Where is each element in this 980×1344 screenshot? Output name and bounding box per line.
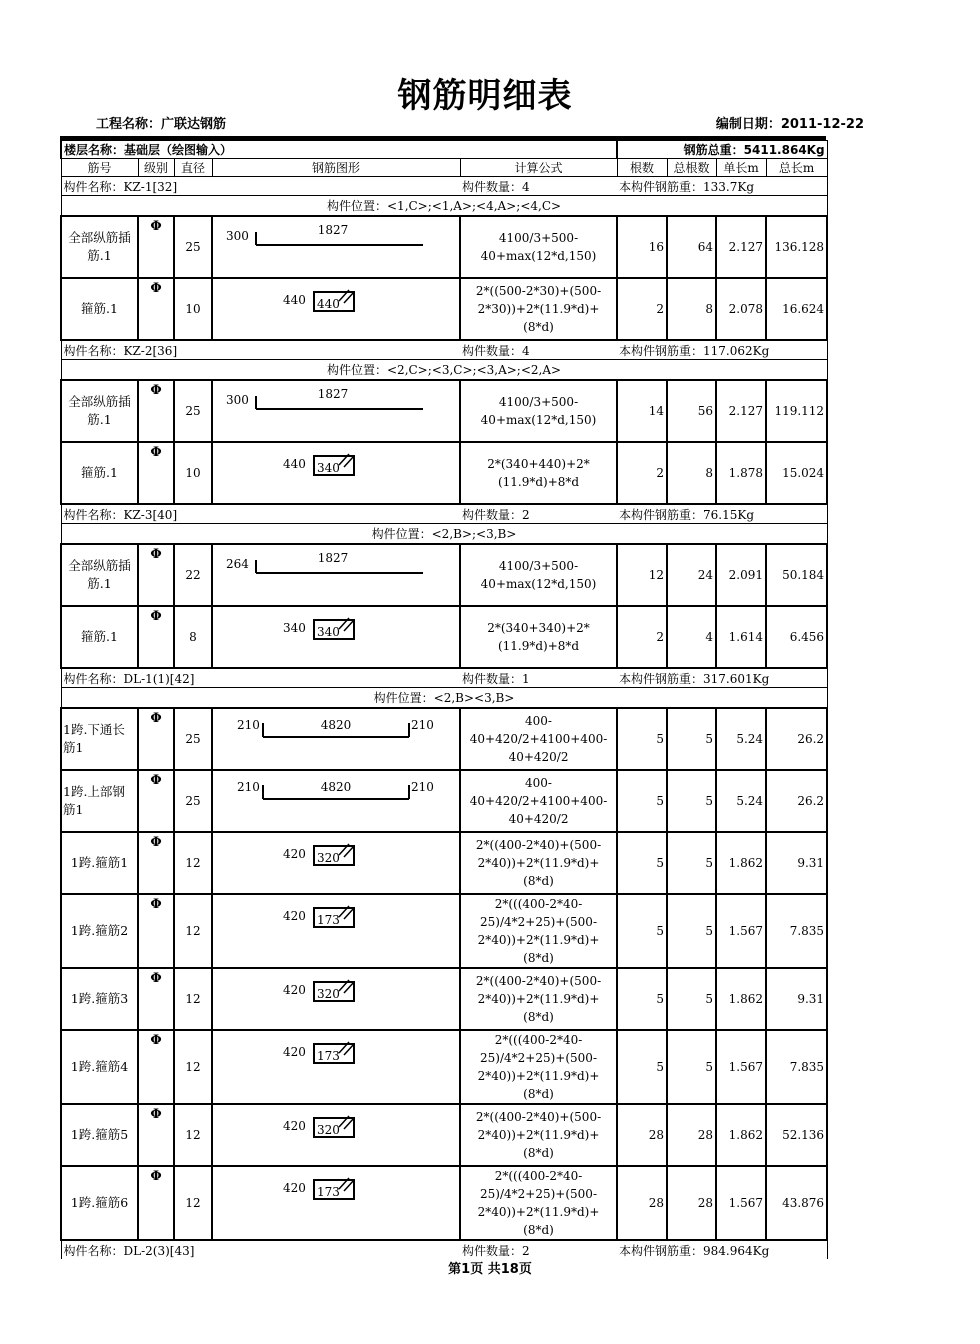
member-count: 构件数量：4 xyxy=(460,340,617,360)
rebar-name: 箍筋.1 xyxy=(61,278,138,340)
member-weight: 本构件钢筋重：317.601Kg xyxy=(617,668,827,688)
rebar-diameter: 10 xyxy=(174,278,212,340)
rebar-shape-cell xyxy=(212,442,460,504)
rebar-total-length: 15.024 xyxy=(766,442,827,504)
column-header: 单长m xyxy=(716,159,766,177)
rebar-total-count: 8 xyxy=(667,278,716,340)
rebar-diameter: 25 xyxy=(174,380,212,442)
rebar-count: 5 xyxy=(617,832,667,894)
main-length-label: 4820 xyxy=(320,718,352,732)
stirrup-height-label: 440 xyxy=(283,457,306,471)
rebar-shape-figure xyxy=(213,1105,461,1163)
rebar-count: 28 xyxy=(617,1104,667,1166)
main-length-label: 1827 xyxy=(317,551,349,565)
rebar-shape-cell xyxy=(212,708,460,770)
rebar-count: 5 xyxy=(617,770,667,832)
rebar-shape-cell xyxy=(212,1166,460,1240)
member-position: 构件位置：<2,C>;<3,C>;<3,A>;<2,A> xyxy=(61,360,827,381)
rebar-table xyxy=(60,140,828,1259)
column-header: 级别 xyxy=(138,159,174,177)
rebar-count: 5 xyxy=(617,894,667,968)
member-name: 构件名称：DL-1(1)[42] xyxy=(61,668,460,688)
rebar-row xyxy=(61,606,827,668)
stirrup-height-label: 420 xyxy=(283,983,306,997)
column-header: 总长m xyxy=(766,159,827,177)
member-header-row xyxy=(61,668,827,688)
rebar-total-length: 26.2 xyxy=(766,708,827,770)
rebar-shape-figure xyxy=(213,895,461,953)
rebar-total-length: 16.624 xyxy=(766,278,827,340)
rebar-total-count: 5 xyxy=(667,770,716,832)
rebar-unit-length: 1.862 xyxy=(716,832,766,894)
rebar-formula: 400-40+420/2+4100+400-40+420/2 xyxy=(460,770,617,832)
rebar-shape-figure xyxy=(213,217,461,275)
rebar-row xyxy=(61,442,827,504)
rebar-shape-cell xyxy=(212,770,460,832)
rebar-row xyxy=(61,770,827,832)
stirrup-height-label: 420 xyxy=(283,1119,306,1133)
main-length-label: 4820 xyxy=(320,780,352,794)
left-bend-label: 210 xyxy=(237,718,260,732)
rebar-grade-icon: Φ xyxy=(138,216,174,278)
stirrup-width-label: 440 xyxy=(317,297,340,311)
rebar-total-length: 43.876 xyxy=(766,1166,827,1240)
rebar-formula: 400-40+420/2+4100+400-40+420/2 xyxy=(460,708,617,770)
rebar-unit-length: 1.614 xyxy=(716,606,766,668)
column-header-row xyxy=(61,159,827,177)
total-weight: 钢筋总重：5411.864Kg xyxy=(617,141,827,159)
rebar-diameter: 25 xyxy=(174,708,212,770)
rebar-count: 14 xyxy=(617,380,667,442)
compile-date: 编制日期：2011-12-22 xyxy=(715,117,864,132)
rebar-total-count: 5 xyxy=(667,708,716,770)
bend-length-label: 300 xyxy=(226,229,249,243)
right-bend-label: 210 xyxy=(411,780,434,794)
rebar-total-length: 9.31 xyxy=(766,832,827,894)
rebar-shape-figure xyxy=(213,1167,461,1225)
rebar-row xyxy=(61,380,827,442)
rebar-name: 全部纵筋插筋.1 xyxy=(61,216,138,278)
page-title: 钢筋明细表 xyxy=(397,76,573,116)
rebar-name: 箍筋.1 xyxy=(61,606,138,668)
rebar-shape-figure xyxy=(213,833,461,891)
rebar-row xyxy=(61,832,827,894)
member-header-row xyxy=(61,504,827,524)
rebar-grade-icon: Φ xyxy=(138,442,174,504)
rebar-count: 12 xyxy=(617,544,667,606)
rebar-formula: 4100/3+500-40+max(12*d,150) xyxy=(460,544,617,606)
member-name: 构件名称：KZ-2[36] xyxy=(61,340,460,360)
member-weight: 本构件钢筋重：984.964Kg xyxy=(617,1240,827,1259)
rebar-total-count: 5 xyxy=(667,968,716,1030)
rebar-diameter: 8 xyxy=(174,606,212,668)
rebar-shape-cell xyxy=(212,832,460,894)
rebar-diameter: 25 xyxy=(174,216,212,278)
rebar-shape-cell xyxy=(212,968,460,1030)
rebar-row xyxy=(61,708,827,770)
rebar-diameter: 12 xyxy=(174,1030,212,1104)
rebar-grade-icon: Φ xyxy=(138,968,174,1030)
rebar-grade-icon: Φ xyxy=(138,1166,174,1240)
member-position-row xyxy=(61,524,827,545)
rebar-formula: 2*(((400-2*40-25)/4*2+25)+(500-2*40))+2*(11.9*d)+(8*d) xyxy=(460,1166,617,1240)
rebar-formula: 2*((400-2*40)+(500-2*40))+2*(11.9*d)+(8*d) xyxy=(460,968,617,1030)
rebar-total-length: 50.184 xyxy=(766,544,827,606)
rebar-row xyxy=(61,968,827,1030)
member-weight: 本构件钢筋重：133.7Kg xyxy=(617,177,827,196)
rebar-diameter: 12 xyxy=(174,1166,212,1240)
stirrup-width-label: 173 xyxy=(317,1185,340,1199)
rebar-shape-figure xyxy=(213,709,461,767)
rebar-diameter: 25 xyxy=(174,770,212,832)
stirrup-width-label: 173 xyxy=(317,913,340,927)
rebar-row xyxy=(61,894,827,968)
floor-name: 楼层名称：基础层（绘图输入） xyxy=(61,141,617,159)
member-position-row xyxy=(61,196,827,217)
rebar-name: 1跨.箍筋1 xyxy=(61,832,138,894)
rebar-row xyxy=(61,1030,827,1104)
rebar-shape-figure xyxy=(213,1031,461,1089)
rebar-unit-length: 1.862 xyxy=(716,1104,766,1166)
rebar-count: 2 xyxy=(617,606,667,668)
rebar-name: 1跨.上部钢筋1 xyxy=(61,770,138,832)
bend-length-label: 300 xyxy=(226,393,249,407)
stirrup-width-label: 320 xyxy=(317,851,340,865)
member-count: 构件数量：1 xyxy=(460,668,617,688)
rebar-total-length: 26.2 xyxy=(766,770,827,832)
member-header-row xyxy=(61,1240,827,1259)
rebar-name: 1跨.箍筋3 xyxy=(61,968,138,1030)
rebar-formula: 2*((500-2*30)+(500-2*30))+2*(11.9*d)+(8*d) xyxy=(460,278,617,340)
column-header: 筋号 xyxy=(61,159,138,177)
column-header: 根数 xyxy=(617,159,667,177)
rebar-count: 16 xyxy=(617,216,667,278)
member-header-row xyxy=(61,340,827,360)
right-bend-label: 210 xyxy=(411,718,434,732)
rebar-name: 1跨.箍筋4 xyxy=(61,1030,138,1104)
rebar-total-count: 5 xyxy=(667,894,716,968)
rebar-grade-icon: Φ xyxy=(138,832,174,894)
rebar-name: 1跨.箍筋6 xyxy=(61,1166,138,1240)
rebar-formula: 2*((400-2*40)+(500-2*40))+2*(11.9*d)+(8*d) xyxy=(460,832,617,894)
stirrup-height-label: 440 xyxy=(283,293,306,307)
member-name: 构件名称：KZ-3[40] xyxy=(61,504,460,524)
member-position: 构件位置：<2,B>;<3,B> xyxy=(61,524,827,545)
rebar-count: 2 xyxy=(617,278,667,340)
rebar-shape-cell xyxy=(212,544,460,606)
rebar-row xyxy=(61,544,827,606)
rebar-grade-icon: Φ xyxy=(138,278,174,340)
rebar-shape-figure xyxy=(213,381,461,439)
rebar-total-length: 6.456 xyxy=(766,606,827,668)
member-position: 构件位置：<2,B><3,B> xyxy=(61,688,827,709)
rebar-shape-figure xyxy=(213,771,461,829)
rebar-name: 全部纵筋插筋.1 xyxy=(61,380,138,442)
rebar-total-count: 24 xyxy=(667,544,716,606)
rebar-total-length: 9.31 xyxy=(766,968,827,1030)
stirrup-width-label: 340 xyxy=(317,461,340,475)
member-weight: 本构件钢筋重：117.062Kg xyxy=(617,340,827,360)
member-name: 构件名称：KZ-1[32] xyxy=(61,177,460,196)
rebar-total-count: 5 xyxy=(667,832,716,894)
rebar-grade-icon: Φ xyxy=(138,1104,174,1166)
project-name: 工程名称：广联达钢筋 xyxy=(96,117,227,132)
rebar-count: 28 xyxy=(617,1166,667,1240)
rebar-shape-figure xyxy=(213,607,461,665)
rebar-count: 5 xyxy=(617,1030,667,1104)
rebar-diameter: 12 xyxy=(174,1104,212,1166)
rebar-shape-cell xyxy=(212,380,460,442)
member-name: 构件名称：DL-2(3)[43] xyxy=(61,1240,460,1259)
rebar-total-count: 28 xyxy=(667,1166,716,1240)
rebar-table-container xyxy=(60,136,826,1258)
rebar-total-length: 7.835 xyxy=(766,1030,827,1104)
rebar-diameter: 12 xyxy=(174,894,212,968)
rebar-grade-icon: Φ xyxy=(138,770,174,832)
rebar-name: 1跨.箍筋5 xyxy=(61,1104,138,1166)
rebar-shape-cell xyxy=(212,1030,460,1104)
rebar-formula: 2*((400-2*40)+(500-2*40))+2*(11.9*d)+(8*d) xyxy=(460,1104,617,1166)
rebar-grade-icon: Φ xyxy=(138,708,174,770)
rebar-total-count: 64 xyxy=(667,216,716,278)
rebar-name: 1跨.下通长筋1 xyxy=(61,708,138,770)
rebar-shape-cell xyxy=(212,216,460,278)
rebar-grade-icon: Φ xyxy=(138,606,174,668)
stirrup-height-label: 340 xyxy=(283,621,306,635)
rebar-unit-length: 2.127 xyxy=(716,380,766,442)
rebar-formula: 4100/3+500-40+max(12*d,150) xyxy=(460,216,617,278)
stirrup-width-label: 340 xyxy=(317,625,340,639)
rebar-unit-length: 1.878 xyxy=(716,442,766,504)
rebar-grade-icon: Φ xyxy=(138,380,174,442)
main-length-label: 1827 xyxy=(317,223,349,237)
member-count: 构件数量：2 xyxy=(460,1240,617,1259)
rebar-formula: 4100/3+500-40+max(12*d,150) xyxy=(460,380,617,442)
page-footer: 第1页 共18页 xyxy=(448,1262,532,1277)
rebar-shape-cell xyxy=(212,278,460,340)
left-bend-label: 210 xyxy=(237,780,260,794)
rebar-row xyxy=(61,278,827,340)
rebar-formula: 2*(340+440)+2*(11.9*d)+8*d xyxy=(460,442,617,504)
rebar-count: 2 xyxy=(617,442,667,504)
stirrup-height-label: 420 xyxy=(283,1045,306,1059)
bend-length-label: 264 xyxy=(226,557,249,571)
column-header: 计算公式 xyxy=(460,159,617,177)
rebar-grade-icon: Φ xyxy=(138,544,174,606)
column-header: 钢筋图形 xyxy=(212,159,460,177)
rebar-diameter: 12 xyxy=(174,832,212,894)
stirrup-width-label: 320 xyxy=(317,1123,340,1137)
rebar-unit-length: 1.567 xyxy=(716,1166,766,1240)
rebar-grade-icon: Φ xyxy=(138,894,174,968)
rebar-shape-figure xyxy=(213,443,461,501)
rebar-diameter: 10 xyxy=(174,442,212,504)
rebar-row xyxy=(61,1104,827,1166)
stirrup-width-label: 320 xyxy=(317,987,340,1001)
member-position-row xyxy=(61,360,827,381)
rebar-shape-figure xyxy=(213,545,461,603)
rebar-total-length: 7.835 xyxy=(766,894,827,968)
rebar-formula: 2*(((400-2*40-25)/4*2+25)+(500-2*40))+2*(11.9*d)+(8*d) xyxy=(460,894,617,968)
floor-header-row xyxy=(61,141,827,159)
rebar-total-count: 28 xyxy=(667,1104,716,1166)
rebar-shape-cell xyxy=(212,606,460,668)
rebar-unit-length: 1.862 xyxy=(716,968,766,1030)
rebar-name: 箍筋.1 xyxy=(61,442,138,504)
rebar-unit-length: 5.24 xyxy=(716,770,766,832)
rebar-diameter: 22 xyxy=(174,544,212,606)
stirrup-width-label: 173 xyxy=(317,1049,340,1063)
rebar-count: 5 xyxy=(617,708,667,770)
main-length-label: 1827 xyxy=(317,387,349,401)
rebar-diameter: 12 xyxy=(174,968,212,1030)
member-position-row xyxy=(61,688,827,709)
rebar-total-length: 119.112 xyxy=(766,380,827,442)
rebar-shape-cell xyxy=(212,1104,460,1166)
rebar-shape-figure xyxy=(213,969,461,1027)
column-header: 直径 xyxy=(174,159,212,177)
rebar-total-count: 8 xyxy=(667,442,716,504)
member-count: 构件数量：2 xyxy=(460,504,617,524)
rebar-shape-cell xyxy=(212,894,460,968)
rebar-unit-length: 1.567 xyxy=(716,894,766,968)
stirrup-height-label: 420 xyxy=(283,847,306,861)
rebar-name: 1跨.箍筋2 xyxy=(61,894,138,968)
rebar-formula: 2*(340+340)+2*(11.9*d)+8*d xyxy=(460,606,617,668)
column-header: 总根数 xyxy=(667,159,716,177)
rebar-unit-length: 1.567 xyxy=(716,1030,766,1104)
rebar-count: 5 xyxy=(617,968,667,1030)
rebar-grade-icon: Φ xyxy=(138,1030,174,1104)
stirrup-height-label: 420 xyxy=(283,1181,306,1195)
member-count: 构件数量：4 xyxy=(460,177,617,196)
member-header-row xyxy=(61,177,827,196)
rebar-name: 全部纵筋插筋.1 xyxy=(61,544,138,606)
rebar-row xyxy=(61,1166,827,1240)
rebar-unit-length: 2.127 xyxy=(716,216,766,278)
rebar-total-count: 4 xyxy=(667,606,716,668)
rebar-total-count: 56 xyxy=(667,380,716,442)
rebar-total-count: 5 xyxy=(667,1030,716,1104)
member-position: 构件位置：<1,C>;<1,A>;<4,A>;<4,C> xyxy=(61,196,827,217)
rebar-formula: 2*(((400-2*40-25)/4*2+25)+(500-2*40))+2*(11.9*d)+(8*d) xyxy=(460,1030,617,1104)
rebar-row xyxy=(61,216,827,278)
rebar-unit-length: 2.091 xyxy=(716,544,766,606)
rebar-unit-length: 5.24 xyxy=(716,708,766,770)
rebar-unit-length: 2.078 xyxy=(716,278,766,340)
member-weight: 本构件钢筋重：76.15Kg xyxy=(617,504,827,524)
stirrup-height-label: 420 xyxy=(283,909,306,923)
rebar-total-length: 136.128 xyxy=(766,216,827,278)
rebar-shape-figure xyxy=(213,279,461,337)
rebar-total-length: 52.136 xyxy=(766,1104,827,1166)
